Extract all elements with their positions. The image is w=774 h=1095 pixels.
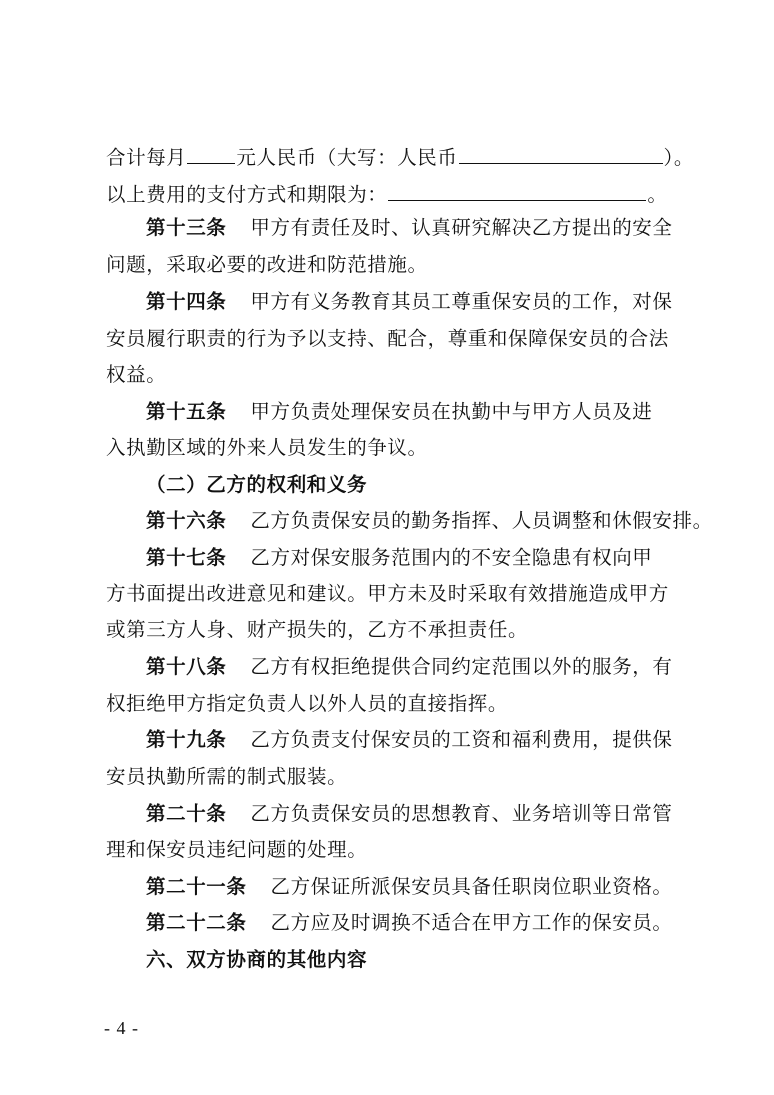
section-six-heading: 六、双方协商的其他内容	[146, 948, 368, 971]
article-19-line-2	[106, 759, 682, 795]
article-21-text-1: 乙方保证所派保安员具备任职岗位职业资格。	[270, 875, 673, 898]
article-17-text-2: 方书面提出改进意见和建议。甲方未及时采取有效措施造成甲方	[106, 582, 669, 605]
article-18-text-1: 乙方有权拒绝提供合同约定范围以外的服务，有	[250, 655, 673, 678]
capital-amount-blank[interactable]	[459, 142, 663, 164]
fee-monthly-suffix: ）。	[663, 146, 694, 169]
article-14-text-2: 安员履行职责的行为予以支持、配合，尊重和保障保安员的合法	[106, 327, 669, 350]
article-22-text-1: 乙方应及时调换不适合在甲方工作的保安员。	[270, 911, 673, 934]
article-18-line-2	[106, 686, 682, 722]
payment-terms-prefix: 以上费用的支付方式和期限为：	[106, 183, 388, 206]
fee-monthly-line	[106, 140, 694, 176]
article-14-text-1: 甲方有义务教育其员工尊重保安员的工作，对保	[250, 290, 673, 313]
payment-terms-line	[106, 177, 682, 213]
payment-terms-blank[interactable]	[388, 179, 646, 201]
article-20-line-2	[106, 832, 682, 868]
article-21-line-1	[146, 869, 682, 905]
article-17-text-1: 乙方对保安服务范围内的不安全隐患有权向甲	[250, 546, 653, 569]
article-13-line-2	[106, 247, 682, 283]
article-15-number: 第十五条	[146, 400, 227, 423]
article-14-line-3	[106, 357, 682, 393]
article-17-line-2	[106, 576, 682, 612]
article-22-line-1	[146, 905, 682, 941]
article-18-line-1	[146, 649, 682, 685]
article-21-number: 第二十一条	[146, 875, 247, 898]
article-22-number: 第二十二条	[146, 911, 247, 934]
article-14-line-1	[146, 284, 682, 320]
article-13-number: 第十三条	[146, 216, 227, 239]
fee-monthly-middle: 元人民币（大写：人民币	[236, 146, 458, 169]
article-19-text-2: 安员执勤所需的制式服装。	[106, 765, 348, 788]
page-number: - 4 -	[104, 1018, 139, 1038]
article-20-number: 第二十条	[146, 802, 227, 825]
article-13-text-1: 甲方有责任及时、认真研究解决乙方提出的安全	[250, 216, 673, 239]
article-15-text-2: 入执勤区域的外来人员发生的争议。	[106, 436, 428, 459]
article-17-line-1	[146, 540, 682, 576]
article-13-line-1	[146, 210, 682, 246]
article-19-text-1: 乙方负责支付保安员的工资和福利费用，提供保	[250, 728, 673, 751]
article-19-number: 第十九条	[146, 728, 227, 751]
article-14-text-3: 权益。	[106, 363, 167, 386]
payment-terms-suffix: 。	[647, 183, 668, 206]
article-16-line-1	[146, 503, 713, 539]
fee-monthly-prefix: 合计每月	[106, 146, 187, 169]
article-20-text-2: 理和保安员违纪问题的处理。	[106, 838, 368, 861]
article-20-line-1	[146, 796, 682, 832]
article-15-line-2	[106, 430, 682, 466]
article-17-line-3	[106, 612, 682, 648]
article-16-number: 第十六条	[146, 509, 227, 532]
section-two-heading: （二）乙方的权利和义务	[146, 473, 368, 496]
article-14-number: 第十四条	[146, 290, 227, 313]
article-19-line-1	[146, 722, 682, 758]
article-15-line-1	[146, 394, 682, 430]
article-18-number: 第十八条	[146, 655, 227, 678]
article-13-text-2: 问题，采取必要的改进和防范措施。	[106, 253, 428, 276]
article-17-text-3: 或第三方人身、财产损失的，乙方不承担责任。	[106, 618, 529, 641]
article-20-text-1: 乙方负责保安员的思想教育、业务培训等日常管	[250, 802, 673, 825]
article-14-line-2	[106, 321, 682, 357]
article-17-number: 第十七条	[146, 546, 227, 569]
article-16-text-1: 乙方负责保安员的勤务指挥、人员调整和休假安排。	[250, 509, 713, 532]
article-18-text-2: 权拒绝甲方指定负责人以外人员的直接指挥。	[106, 692, 509, 715]
monthly-amount-blank[interactable]	[187, 142, 235, 164]
article-15-text-1: 甲方负责处理保安员在执勤中与甲方人员及进	[250, 400, 653, 423]
